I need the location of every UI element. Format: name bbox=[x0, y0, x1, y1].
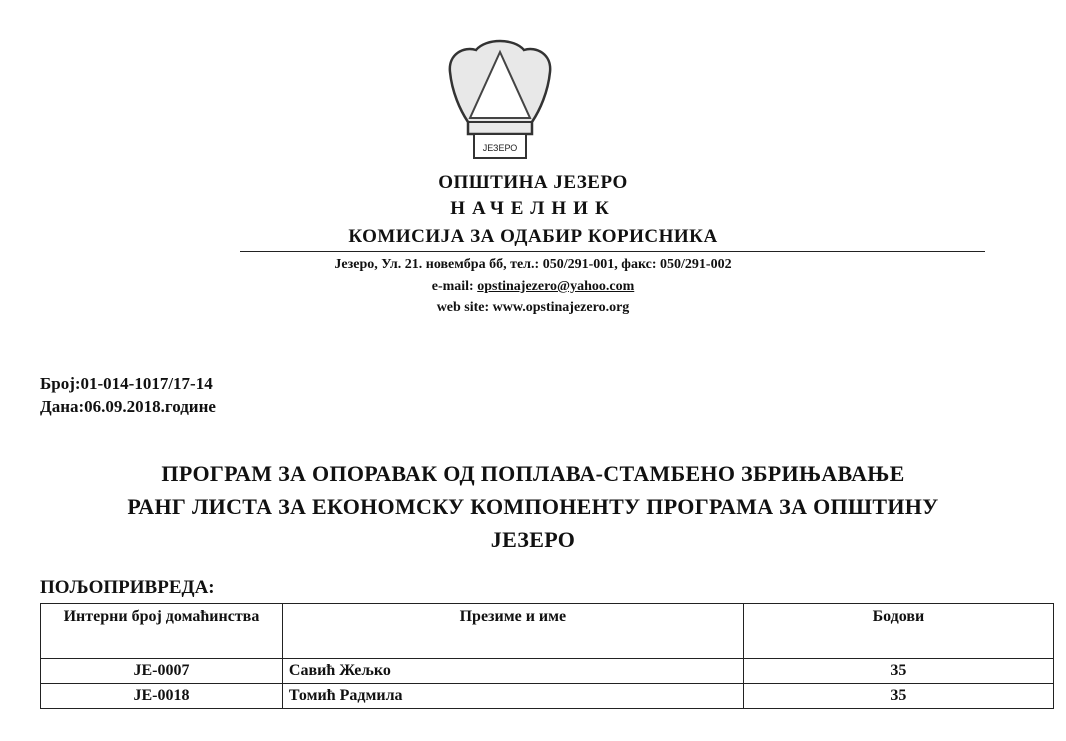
ranking-table bbox=[40, 603, 1054, 709]
document-title-line-2: РАНГ ЛИСТА ЗА ЕКОНОМСКУ КОМПОНЕНТУ ПРОГРАМА ЗА ОПШТИНУ bbox=[127, 494, 939, 519]
table-row bbox=[41, 684, 1054, 709]
email-label: e-mail: bbox=[431, 279, 474, 294]
municipality-coat-of-arms bbox=[444, 34, 556, 162]
full-name-cell: Томић Радмила bbox=[282, 684, 743, 709]
document-title-line-1: ПРОГРАМ ЗА ОПОРАВАК ОД ПОПЛАВА-СТАМБЕНО ЗБРИЊАВАЊЕ bbox=[161, 461, 905, 486]
address-line: Језеро, Ул. 21. новембра бб, тел.: 050/291-001, факс: 050/291-002 bbox=[334, 257, 732, 272]
household-id-cell: JE-0007 bbox=[41, 659, 283, 684]
section-heading: ПОЉОПРИВРЕДА: bbox=[40, 577, 215, 598]
email-link[interactable]: opstinajezero@yahoo.com bbox=[477, 279, 635, 294]
header-divider bbox=[240, 251, 985, 252]
reference-number: Број:01-014-1017/17-14 bbox=[40, 374, 213, 393]
email-line bbox=[0, 279, 1066, 295]
website-line: web site: www.opstinajezero.org bbox=[436, 300, 630, 315]
header-household-id: Интерни број домаћинства bbox=[41, 604, 283, 659]
points-cell: 35 bbox=[743, 659, 1053, 684]
points-cell: 35 bbox=[743, 684, 1053, 709]
header-full-name: Презиме и име bbox=[282, 604, 743, 659]
table-header-row bbox=[41, 604, 1054, 659]
header-points: Бодови bbox=[743, 604, 1053, 659]
department-name: НАЧЕЛНИК bbox=[450, 198, 616, 219]
organization-name: ОПШТИНА ЈЕЗЕРО bbox=[438, 172, 628, 193]
reference-date: Дана:06.09.2018.године bbox=[40, 397, 216, 416]
document-title-line-3: ЈЕЗЕРО bbox=[490, 527, 576, 552]
table-row bbox=[41, 659, 1054, 684]
commission-name: КОМИСИЈА ЗА ОДАБИР КОРИСНИКА bbox=[348, 226, 718, 247]
logo-banner-text: ЈЕЗЕРО bbox=[482, 143, 518, 153]
household-id-cell: JE-0018 bbox=[41, 684, 283, 709]
full-name-cell: Савић Жељко bbox=[282, 659, 743, 684]
